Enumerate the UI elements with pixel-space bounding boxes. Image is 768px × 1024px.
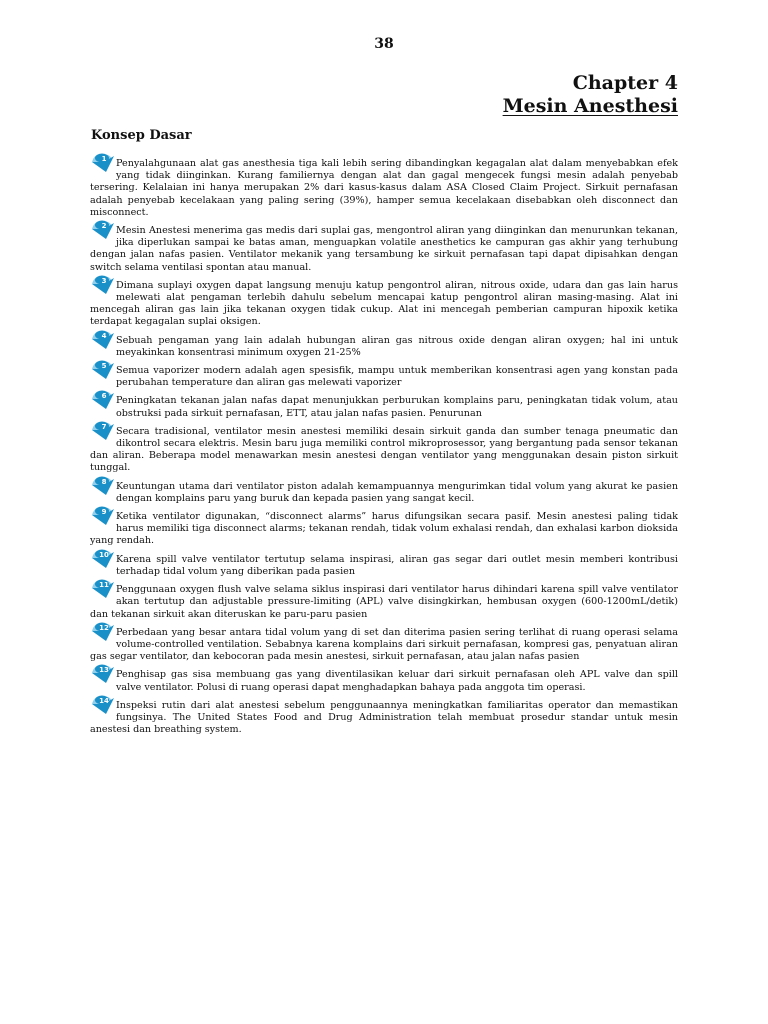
item-text: Keuntungan utama dari ventilator piston adalah kemampuannya mengurimkan tidal volum yang akurat ke pasien dengan komplains paru yang buruk dan kepada pasien yang sangat kecil.: [116, 480, 678, 504]
item-number: 8: [101, 477, 107, 486]
item-number: 10: [99, 550, 109, 559]
list-item: [90, 477, 678, 505]
item-text: Sebuah pengaman yang lain adalah hubungan aliran gas nitrous oxide dengan aliran oxygen; hal ini untuk meyakinkan konsentrasi minimum oxygen 21-25%: [116, 334, 678, 358]
number-badge-icon: [90, 621, 116, 643]
item-text: Karena spill valve ventilator tertutup selama inspirasi, aliran gas segar dari outlet mesin memberi kontribusi terhadap tidal volum yang diberikan pada pasien: [116, 553, 678, 577]
list-item: [90, 666, 678, 693]
list-item: [90, 550, 678, 578]
item-number: 4: [101, 331, 107, 340]
item-text: Dimana suplayi oxygen dapat langsung menuju katup pengontrol aliran, nitrous oxide, udara dan gas lain harus melewati alat pengaman terlebih dahulu sebelum mencapai katup pengontrol aliran masing-masing. Alat ini mencegah aliran gas lain jika tekanan oxygen tidak cukup. Alat ini mencegah pemberian campuran hipoxik ketika terdapat kegagalan suplai oksigen.: [90, 279, 678, 328]
item-text: Penyalahgunaan alat gas anesthesia tiga kali lebih sering dibandingkan kegagalan alat dalam menyebabkan efek yang tidak diinginkan. Kurang familiernya dengan alat dan gagal mengecek fungsi mesin adalah penyebab tersering. Kelalaian ini hanya merupakan 2% dari kasus-kasus dalam ASA Closed Claim Project. Sirkuit pernafasan adalah penyebab kecelakaan yang paling sering (39%), hamper semua kecelakaan disebabkan oleh disconnect dan misconnect.: [90, 158, 678, 218]
number-badge-icon: [90, 663, 116, 685]
item-text: Mesin Anestesi menerima gas medis dari suplai gas, mengontrol aliran yang diinginkan dan menurunkan tekanan, jika diperlukan sampai ke batas aman, menguapkan volatile anesthetics ke campuran gas akhir yang terhubung dengan jalan nafas pasien. Ventilator mekanik yang tersambung ke sirkuit pernafasan tapi dapat dipisahkan dengan switch selama ventilasi spontan atau manual.: [90, 225, 678, 273]
item-text: Peningkatan tekanan jalan nafas dapat menunjukkan perburukan komplains paru, peningkatan tidak volum, atau obstruksi pada sirkuit pernafasan, ETT, atau jalan nafas pasien. Penurunan: [116, 395, 678, 419]
number-badge-icon: [90, 420, 116, 442]
item-text: Semua vaporizer modern adalah agen spesisfik, mampu untuk memberikan konsentrasi agen yang konstan pada perubahan temperature dan aliran gas melewati vaporizer: [116, 365, 678, 389]
item-number: 1: [101, 155, 107, 163]
number-badge-icon: [90, 152, 116, 174]
number-badge-icon: [90, 219, 116, 241]
item-text: Penghisap gas sisa membuang gas yang diventilasikan keluar dari sirkuit pernafasan oleh APL valve dan spill valve ventilator. Polusi di ruang operasi dapat menghadapkan bahaya pada anggota tim operasi.: [116, 669, 678, 693]
list-item: [90, 508, 678, 548]
list-item: [90, 222, 678, 274]
item-number: 3: [101, 276, 107, 285]
list-item: [90, 696, 678, 737]
number-badge-icon: [90, 578, 116, 600]
item-number: 9: [101, 508, 107, 517]
item-text: Inspeksi rutin dari alat anestesi sebelum penggunaannya meningkatkan familiaritas operator dan memastikan fungsinya. The United States Food and Drug Administration telah membuat prosedur standar untuk mesin anestesi dan breathing system.: [90, 699, 678, 736]
number-badge-icon: [90, 475, 116, 497]
chapter-label: Chapter 4: [572, 72, 678, 94]
item-text: Secara tradisional, ventilator mesin anestesi memiliki desain sirkuit ganda dan sumber tenaga pneumatic dan dikontrol secara elektris. Mesin baru juga memiliki control mikroprosessor, yang bergantung pada sensor tekanan dan aliran. Beberapa model menawarkan mesin anestesi dengan ventilator yang menggunakan desain piston sirkuit tunggal.: [90, 425, 678, 474]
number-badge-icon: [90, 505, 116, 527]
list-item: [90, 331, 678, 359]
list-item: [90, 362, 678, 389]
chapter-title: Mesin Anesthesi: [502, 95, 678, 117]
chapter-heading: [503, 72, 678, 118]
list-item: [90, 581, 678, 621]
number-badge-icon: [90, 274, 116, 296]
item-number: 13: [99, 666, 109, 675]
item-number: 11: [99, 581, 109, 590]
number-badge-icon: [90, 389, 116, 411]
item-number: 12: [99, 623, 109, 632]
list-item: [90, 276, 678, 329]
item-text: Penggunaan oxygen flush valve selama siklus inspirasi dari ventilator harus dihindari karena spill valve ventilator akan tertutup dan adjustable pressure-limiting (APL) valve disingkirkan, hembusan oxygen (600-1200mL/detik) dan tekanan sirkuit akan diteruskan ke paru-paru pasien: [90, 584, 678, 620]
number-badge-icon: [90, 694, 116, 716]
number-badge-icon: [90, 359, 116, 381]
list-item: [90, 155, 678, 219]
item-text: Perbedaan yang besar antara tidal volum yang di set dan diterima pasien sering terlihat di ruang operasi selama volume-controlled ventilation. Sebabnya karena komplains dari sirkuit pernafasan, kompresi gas, penyatuan aliran gas segar ventilator, dan kebocoran pada mesin anestesi, sirkuit pernafasan, atau jalan nafas pasien: [90, 626, 678, 663]
section-heading: Konsep Dasar: [91, 128, 192, 143]
item-number: 5: [101, 362, 107, 371]
number-badge-icon: [90, 329, 116, 351]
list-item: [90, 422, 678, 475]
item-text: Ketika ventilator digunakan, “disconnect alarms” harus difungsikan secara pasif. Mesin anestesi paling tidak harus memiliki tiga disconnect alarms; tekanan rendah, tidak volum exhalasi rendah, dan exhalasi karbon dioksida yang rendah.: [90, 511, 678, 547]
item-number: 7: [101, 422, 107, 431]
item-number: 6: [101, 392, 107, 401]
item-number: 2: [101, 222, 107, 231]
item-number: 14: [99, 696, 109, 705]
number-badge-icon: [90, 548, 116, 570]
numbered-list: [90, 155, 678, 742]
page-number: 38: [374, 36, 394, 52]
list-item: [90, 392, 678, 419]
list-item: [90, 623, 678, 664]
